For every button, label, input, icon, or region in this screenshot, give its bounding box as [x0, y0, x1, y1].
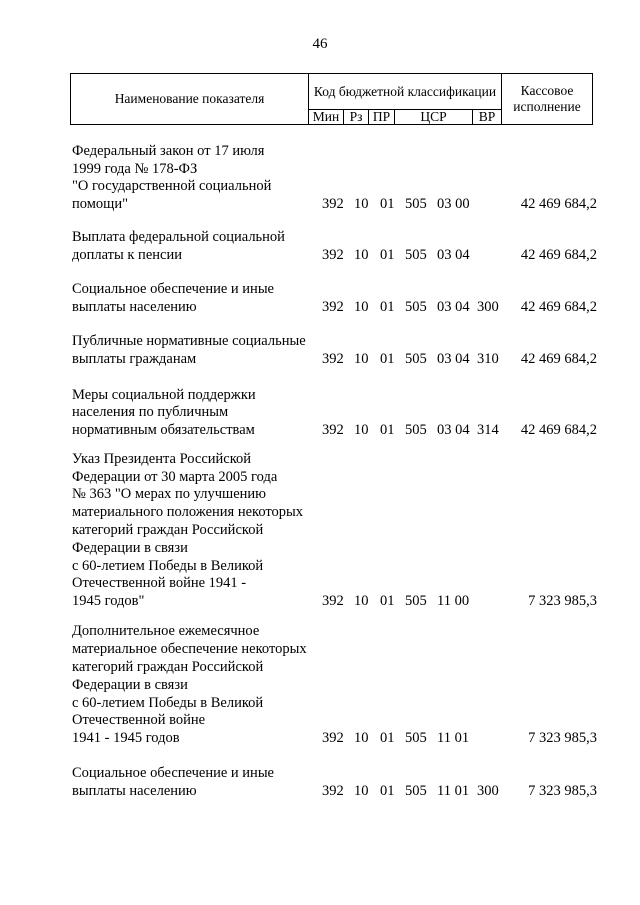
header-amount-column: Кассовое исполнение: [513, 83, 581, 114]
header-code-group: Код бюджетной классификации: [313, 83, 497, 99]
table-row: [72, 130, 597, 214]
table-row: [72, 280, 597, 317]
row-csr-part2: 03 04: [437, 351, 470, 368]
row-rz: 10: [354, 422, 369, 439]
row-csr-part1: 505: [405, 593, 427, 610]
table-row: [72, 624, 597, 748]
row-amount: 7 323 985,3: [528, 593, 597, 610]
header-code-min: Мин: [312, 109, 340, 125]
row-csr-part1: 505: [405, 783, 427, 800]
row-rz: 10: [354, 247, 369, 264]
row-rz: 10: [354, 730, 369, 747]
row-csr-part2: 11 01: [437, 783, 470, 800]
row-amount: 42 469 684,2: [520, 351, 597, 368]
row-amount: 7 323 985,3: [528, 730, 597, 747]
row-amount: 42 469 684,2: [520, 422, 597, 439]
row-rz: 10: [354, 593, 369, 610]
row-name: Публичные нормативные социальные выплаты гражданам: [72, 333, 306, 368]
row-csr-part1: 505: [405, 730, 427, 747]
header-code-vr: ВР: [478, 109, 496, 125]
row-csr-part1: 505: [405, 299, 427, 316]
row-pr: 01: [380, 730, 395, 747]
row-name: Дополнительное ежемесячное материальное обеспечение некоторых категорий граждан Российской Федерации в связи с 60-летием Победы в Великой Отечественной войне 1941 - 1945 годов: [72, 623, 307, 747]
row-pr: 01: [380, 299, 395, 316]
row-amount: 42 469 684,2: [520, 299, 597, 316]
row-csr-part1: 505: [405, 422, 427, 439]
table-row: [72, 452, 597, 611]
row-pr: 01: [380, 783, 395, 800]
row-min: 392: [322, 247, 344, 264]
row-vr: 310: [477, 351, 499, 368]
table-row: [72, 228, 597, 265]
table-row: [72, 764, 597, 801]
row-rz: 10: [354, 351, 369, 368]
row-rz: 10: [354, 196, 369, 213]
table-row: [72, 332, 597, 369]
row-pr: 01: [380, 196, 395, 213]
row-pr: 01: [380, 351, 395, 368]
row-csr-part1: 505: [405, 247, 427, 264]
row-pr: 01: [380, 247, 395, 264]
header-code-rz: Рз: [349, 109, 363, 125]
row-amount: 7 323 985,3: [528, 783, 597, 800]
row-name: Выплата федеральной социальной доплаты к пенсии: [72, 229, 285, 264]
row-rz: 10: [354, 299, 369, 316]
row-min: 392: [322, 351, 344, 368]
row-csr-part1: 505: [405, 196, 427, 213]
row-csr-part2: 03 04: [437, 247, 470, 264]
row-pr: 01: [380, 422, 395, 439]
row-min: 392: [322, 196, 344, 213]
row-min: 392: [322, 422, 344, 439]
row-min: 392: [322, 730, 344, 747]
row-pr: 01: [380, 593, 395, 610]
header-code-pr: ПР: [372, 109, 391, 125]
row-name: Социальное обеспечение и иные выплаты населению: [72, 281, 274, 316]
table-header: [70, 73, 593, 125]
page-number: 46: [312, 36, 328, 52]
header-code-csr: ЦСР: [420, 109, 447, 125]
row-csr-part2: 11 00: [437, 593, 470, 610]
row-csr-part2: 03 04: [437, 422, 470, 439]
row-vr: 300: [477, 783, 499, 800]
row-min: 392: [322, 593, 344, 610]
row-name: Социальное обеспечение и иные выплаты населению: [72, 765, 274, 800]
row-name: Федеральный закон от 17 июля 1999 года № 178-ФЗ "О государственной социальной помощи": [72, 142, 272, 213]
row-name: Меры социальной поддержки населения по публичным нормативным обязательствам: [72, 386, 256, 439]
row-rz: 10: [354, 783, 369, 800]
row-amount: 42 469 684,2: [520, 247, 597, 264]
row-min: 392: [322, 783, 344, 800]
table-row: [72, 385, 597, 440]
row-vr: 314: [477, 422, 499, 439]
row-amount: 42 469 684,2: [520, 196, 597, 213]
row-csr-part1: 505: [405, 351, 427, 368]
row-name: Указ Президента Российской Федерации от 30 марта 2005 года № 363 "О мерах по улучшению материального положения некоторых категорий граждан Российской Федерации в связи с 60-летием Победы в Великой Отечественной войне 1941 - 1945 годов": [72, 450, 304, 610]
row-csr-part2: 03 00: [437, 196, 470, 213]
header-name-column: Наименование показателя: [114, 91, 265, 107]
row-csr-part2: 03 04: [437, 299, 470, 316]
row-csr-part2: 11 01: [437, 730, 470, 747]
row-min: 392: [322, 299, 344, 316]
row-vr: 300: [477, 299, 499, 316]
